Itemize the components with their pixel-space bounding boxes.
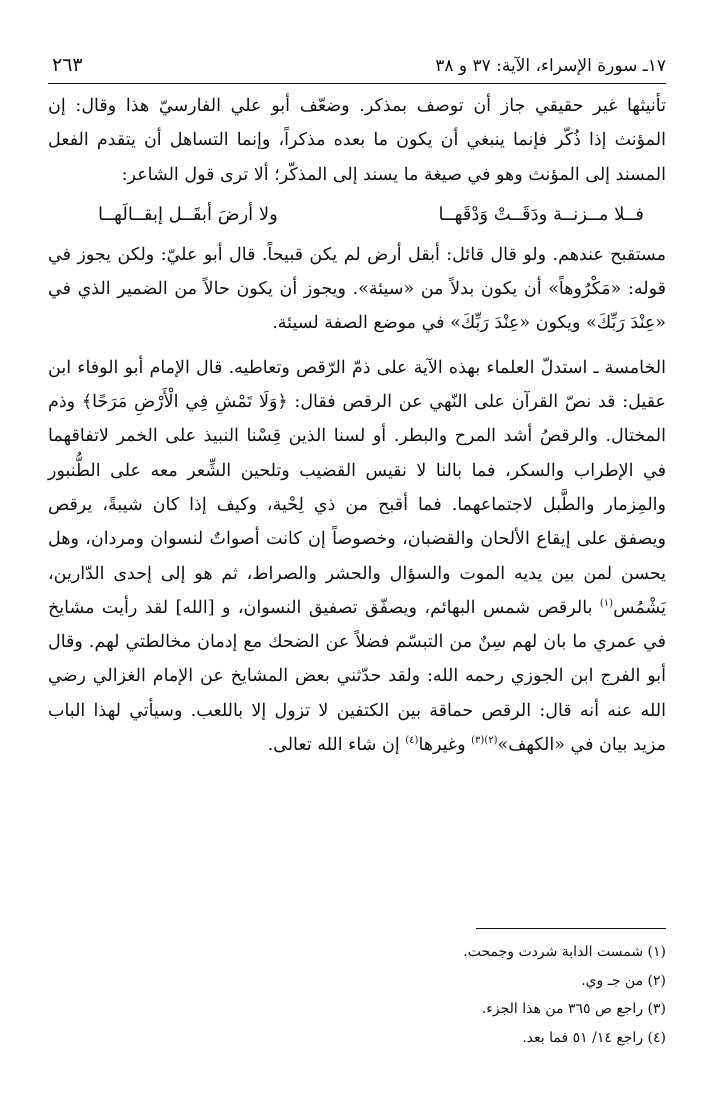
footnote-ref-2[interactable]: (٢) xyxy=(484,735,498,747)
running-title: ١٧ـ سورة الإسراء، الآية: ٣٧ و ٣٨ xyxy=(435,56,666,76)
paragraph-3-text-c: ] لقد رأيت مشايخ في عمري ما بان لهم سِنٌ من التبسّم فضلاً عن الضحك مع إدمان مخالطتي لهم. وقال أبو الفرج ابن الجوزي رحمه الله: ولقد حدّثني بعض المشايخ عن الإمام الغزالي رضي الله عنه أنه قال: الرقص حماقة بين الكتفين لا تزول إلا باللعب. وسيأتي لهذا الباب مزيد بيان في «الكهف» xyxy=(48,597,666,756)
footnote-4: (٤) راجع ١٤/ ٥١ فما بعد. xyxy=(522,1030,666,1047)
paragraph-3-text-e: وغيرها xyxy=(418,735,472,756)
footnote-ref-4[interactable]: (٤) xyxy=(405,735,419,747)
running-header xyxy=(48,50,666,84)
paragraph-2: مستقبح عندهم. ولو قال قائل: أبقل أرض لم يكن قبيحاً. قال أبو عليّ: ولكن يجوز في قوله: «مَكْرُوهاً» أن يكون بدلاً من «سيئة». ويجوز أن يكون حالاً من الضمير الذي في «عِنْدَ رَبِّكَ» ويكون «عِنْدَ رَبِّكَ» في موضع الصفة لسيئة. xyxy=(48,244,666,334)
footnote-1: (١) شمست الدابة شردت وجمحت. xyxy=(463,944,666,960)
footnotes xyxy=(48,938,666,1053)
footnote-3: (٣) راجع ص ٣٦٥ من هذا الجزء. xyxy=(481,1001,666,1018)
paragraph-3-text: الخامسة ـ استدلّ العلماء بهذه الآية على ذمّ الرّقص وتعاطيه. قال الإمام أبو الوفاء ابن عقيل: قد نصّ القرآن على النّهي عن الرقص فقال: ﴿وَلَا تَمْشِ فِي الْأَرْضِ مَرَحًا﴾ وذم المختال. والرقصُ أشد المرح والبطر. أو لسنا الذين قِسْنا النبيذ على الخمر لاتفاقهما في الإطراب والسكر، فما بالنا لا نقيس القضيب وتلحين الشِّعر معه على الطُّنبور والمِزمار والطَّبل لاجتماعهما. فما أقبح من ذي لِحْية، وكيف إذا كان شيبةً، يرقص ويصفق على إيقاع الألحان والقضبان، وخصوصاً إن كانت أصواتٌ لنسوان ومردان، وهل يحسن لمن بين يديه الموت والسؤال والحشر والصراط، ثم هو إلى إحدى الدّارين، يَشْمُس xyxy=(48,357,666,618)
allah-word: الله xyxy=(182,597,208,618)
poem-hemistich-2: ولا أرضَ أبقَــل إبقــالَهــا xyxy=(98,203,278,225)
paragraph-3-text-f: إن شاء الله تعالى. xyxy=(267,735,406,756)
main-text xyxy=(48,89,666,762)
paragraph-1: تأنيثها غير حقيقي جاز أن توصف بمذكر. وضعّف أبو علي الفارسيّ هذا وقال: إن المؤنث إذا ذُكّر فإنما ينبغي أن يكون ما بعده مذكراً، وإنما التساهل أن يتقدم الفعل المسند إلى المؤنث وهو في صيغة ما يسند إلى المذكّر؛ ألا ترى قول الشاعر: xyxy=(48,96,666,185)
paragraph-3-text-b: بالرقص شمس البهائم، ويصفّق تصفيق النسوان، و [ xyxy=(207,597,600,618)
footnote-2: (٢) من جـ وي. xyxy=(581,972,666,989)
page-number: ٢٦٣ xyxy=(52,54,83,76)
paragraph-3 xyxy=(48,351,666,763)
footnote-ref-1[interactable]: (١) xyxy=(599,598,614,610)
book-page xyxy=(48,50,666,1050)
footnote-ref-3[interactable]: (٣) xyxy=(471,735,485,747)
poem-hemistich-1: فــلا مــزنــة ودَقَــتْ وَدْقَهــا xyxy=(438,203,644,225)
poem-verse xyxy=(48,192,666,238)
footnote-separator xyxy=(476,928,666,929)
